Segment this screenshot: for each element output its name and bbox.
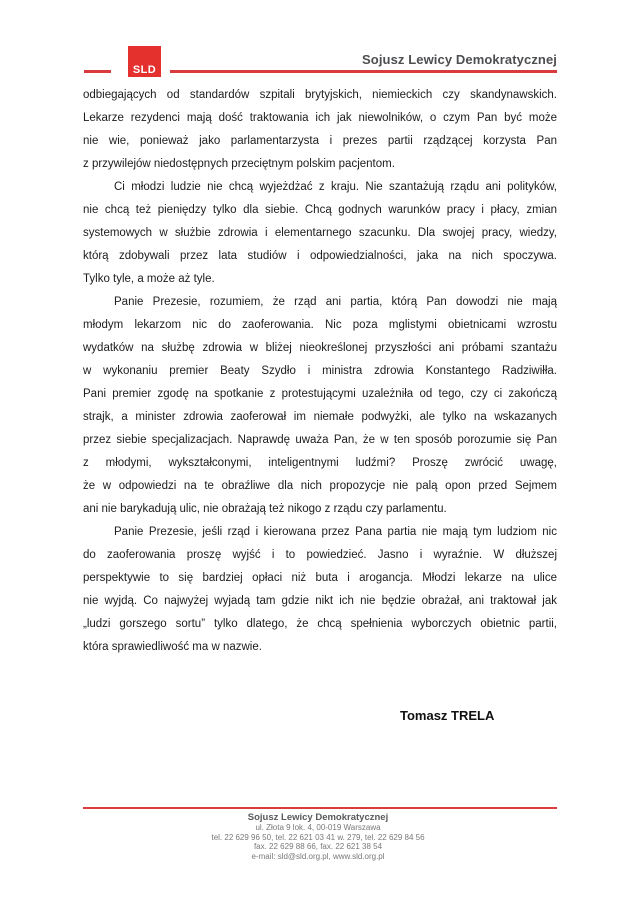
letter-line: przez siebie specjalizacjach. Naprawdę uważa Pan, że w ten sposób porozumie się Pan <box>83 434 557 446</box>
letter-line: nie wie, ponieważ jako parlamentarzysta i prezes partii rządzącej korzysta Pan <box>83 135 557 147</box>
letter-line: Panie Prezesie, jeśli rząd i kierowana przez Pana partia nie mają tym ludziom nic <box>114 526 557 538</box>
letter-line: Ci młodzi ludzie nie chcą wyjeżdżać z kraju. Nie szantażują rządu ani polityków, <box>114 181 557 193</box>
signature: Tomasz TRELA <box>400 708 495 723</box>
letter-line: Lekarze rezydenci mają dość traktowania ich jak niewolników, o czym Pan być może <box>83 112 557 124</box>
letter-line: Tylko tyle, a może aż tyle. <box>83 273 215 285</box>
letter-line: że w odpowiedzi na te obraźliwe dla nich propozycje nie palą opon przed Sejmem <box>83 480 557 492</box>
letter-line: nie chcą też pieniędzy tylko dla siebie. Chcą godnych warunków pracy i płacy, zmian <box>83 204 557 216</box>
footer-rule <box>83 807 557 809</box>
letter-line: młodym lekarzom nic do zaoferowania. Nic poza mglistymi obietnicami wzrostu <box>83 319 557 331</box>
sld-logo-icon <box>128 46 161 77</box>
header-org-name: Sojusz Lewicy Demokratycznej <box>362 52 557 67</box>
letter-line: wydatków na służbę zdrowia w bliżej nieokreślonej przyszłości ani próbami szantażu <box>83 342 557 354</box>
letter-line: Pani premier zgodę na spotkanie z protestującymi uzależniła od tego, czy ci zakończą <box>83 388 557 400</box>
letter-line: strajk, a minister zdrowia zaoferował im niemałe podwyżki, ale tylko na wskazanych <box>83 411 557 423</box>
footer-phones: tel. 22 629 96 50, tel. 22 621 03 41 w. 279, tel. 22 629 84 56 <box>211 832 425 842</box>
footer-org-name: Sojusz Lewicy Demokratycznej <box>247 812 389 823</box>
sld-logo-text: SLD <box>132 64 157 76</box>
letter-line: „ludzi gorszego sortu” tylko dlatego, że chcą spełnienia wyborczych obietnic partii, <box>83 618 557 630</box>
header-rule <box>170 70 557 73</box>
letter-line: odbiegających od standardów szpitali brytyjskich, niemieckich czy skandynawskich. <box>83 89 557 101</box>
letter-line: perspektywie to się bardziej opłaci niż buta i arogancja. Młodzi lekarze na ulice <box>83 572 557 584</box>
letter-line: systemowych w służbie zdrowia i elementarnego szacunku. Dla swojej pracy, wiedzy, <box>83 227 557 239</box>
letter-line: w wykonaniu premier Beaty Szydło i ministra zdrowia Konstantego Radziwiłła. <box>83 365 557 377</box>
footer-address: ul. Złota 9 lok. 4, 00-019 Warszawa <box>255 823 381 832</box>
letter-line: którą zdobywali przez lata studiów i odpowiedzialności, jaka na nich spoczywa. <box>83 250 557 262</box>
letter-line: nie wyjdą. Co najwyżej wyjadą tam gdzie nikt ich nie będzie obrażał, ani traktował jak <box>83 595 557 607</box>
letter-line: do zaoferowania proszę wyjść i to powiedzieć. Jasno i wyraźnie. W dłuższej <box>83 549 557 561</box>
footer-fax: fax. 22 629 88 66, fax. 22 621 38 54 <box>253 842 383 851</box>
footer <box>0 812 636 861</box>
letter-line: która sprawiedliwość ma w nazwie. <box>83 641 262 653</box>
letter-line: z przywilejów niedostępnych przeciętnym polskim pacjentom. <box>83 158 395 170</box>
letter-body <box>83 84 557 659</box>
footer-email-web: e-mail: sld@sld.org.pl, www.sld.org.pl <box>251 851 385 861</box>
header-dash <box>84 70 111 73</box>
letter-line: Panie Prezesie, rozumiem, że rząd ani partia, którą Pan dowodzi nie mają <box>114 296 557 308</box>
letter-line: z młodymi, wykształconymi, inteligentnymi ludźmi? Proszę zwrócić uwagę, <box>83 457 557 469</box>
letter-line: ani nie barykadują ulic, nie obrażają też nikogo z rządu czy parlamentu. <box>83 503 447 515</box>
